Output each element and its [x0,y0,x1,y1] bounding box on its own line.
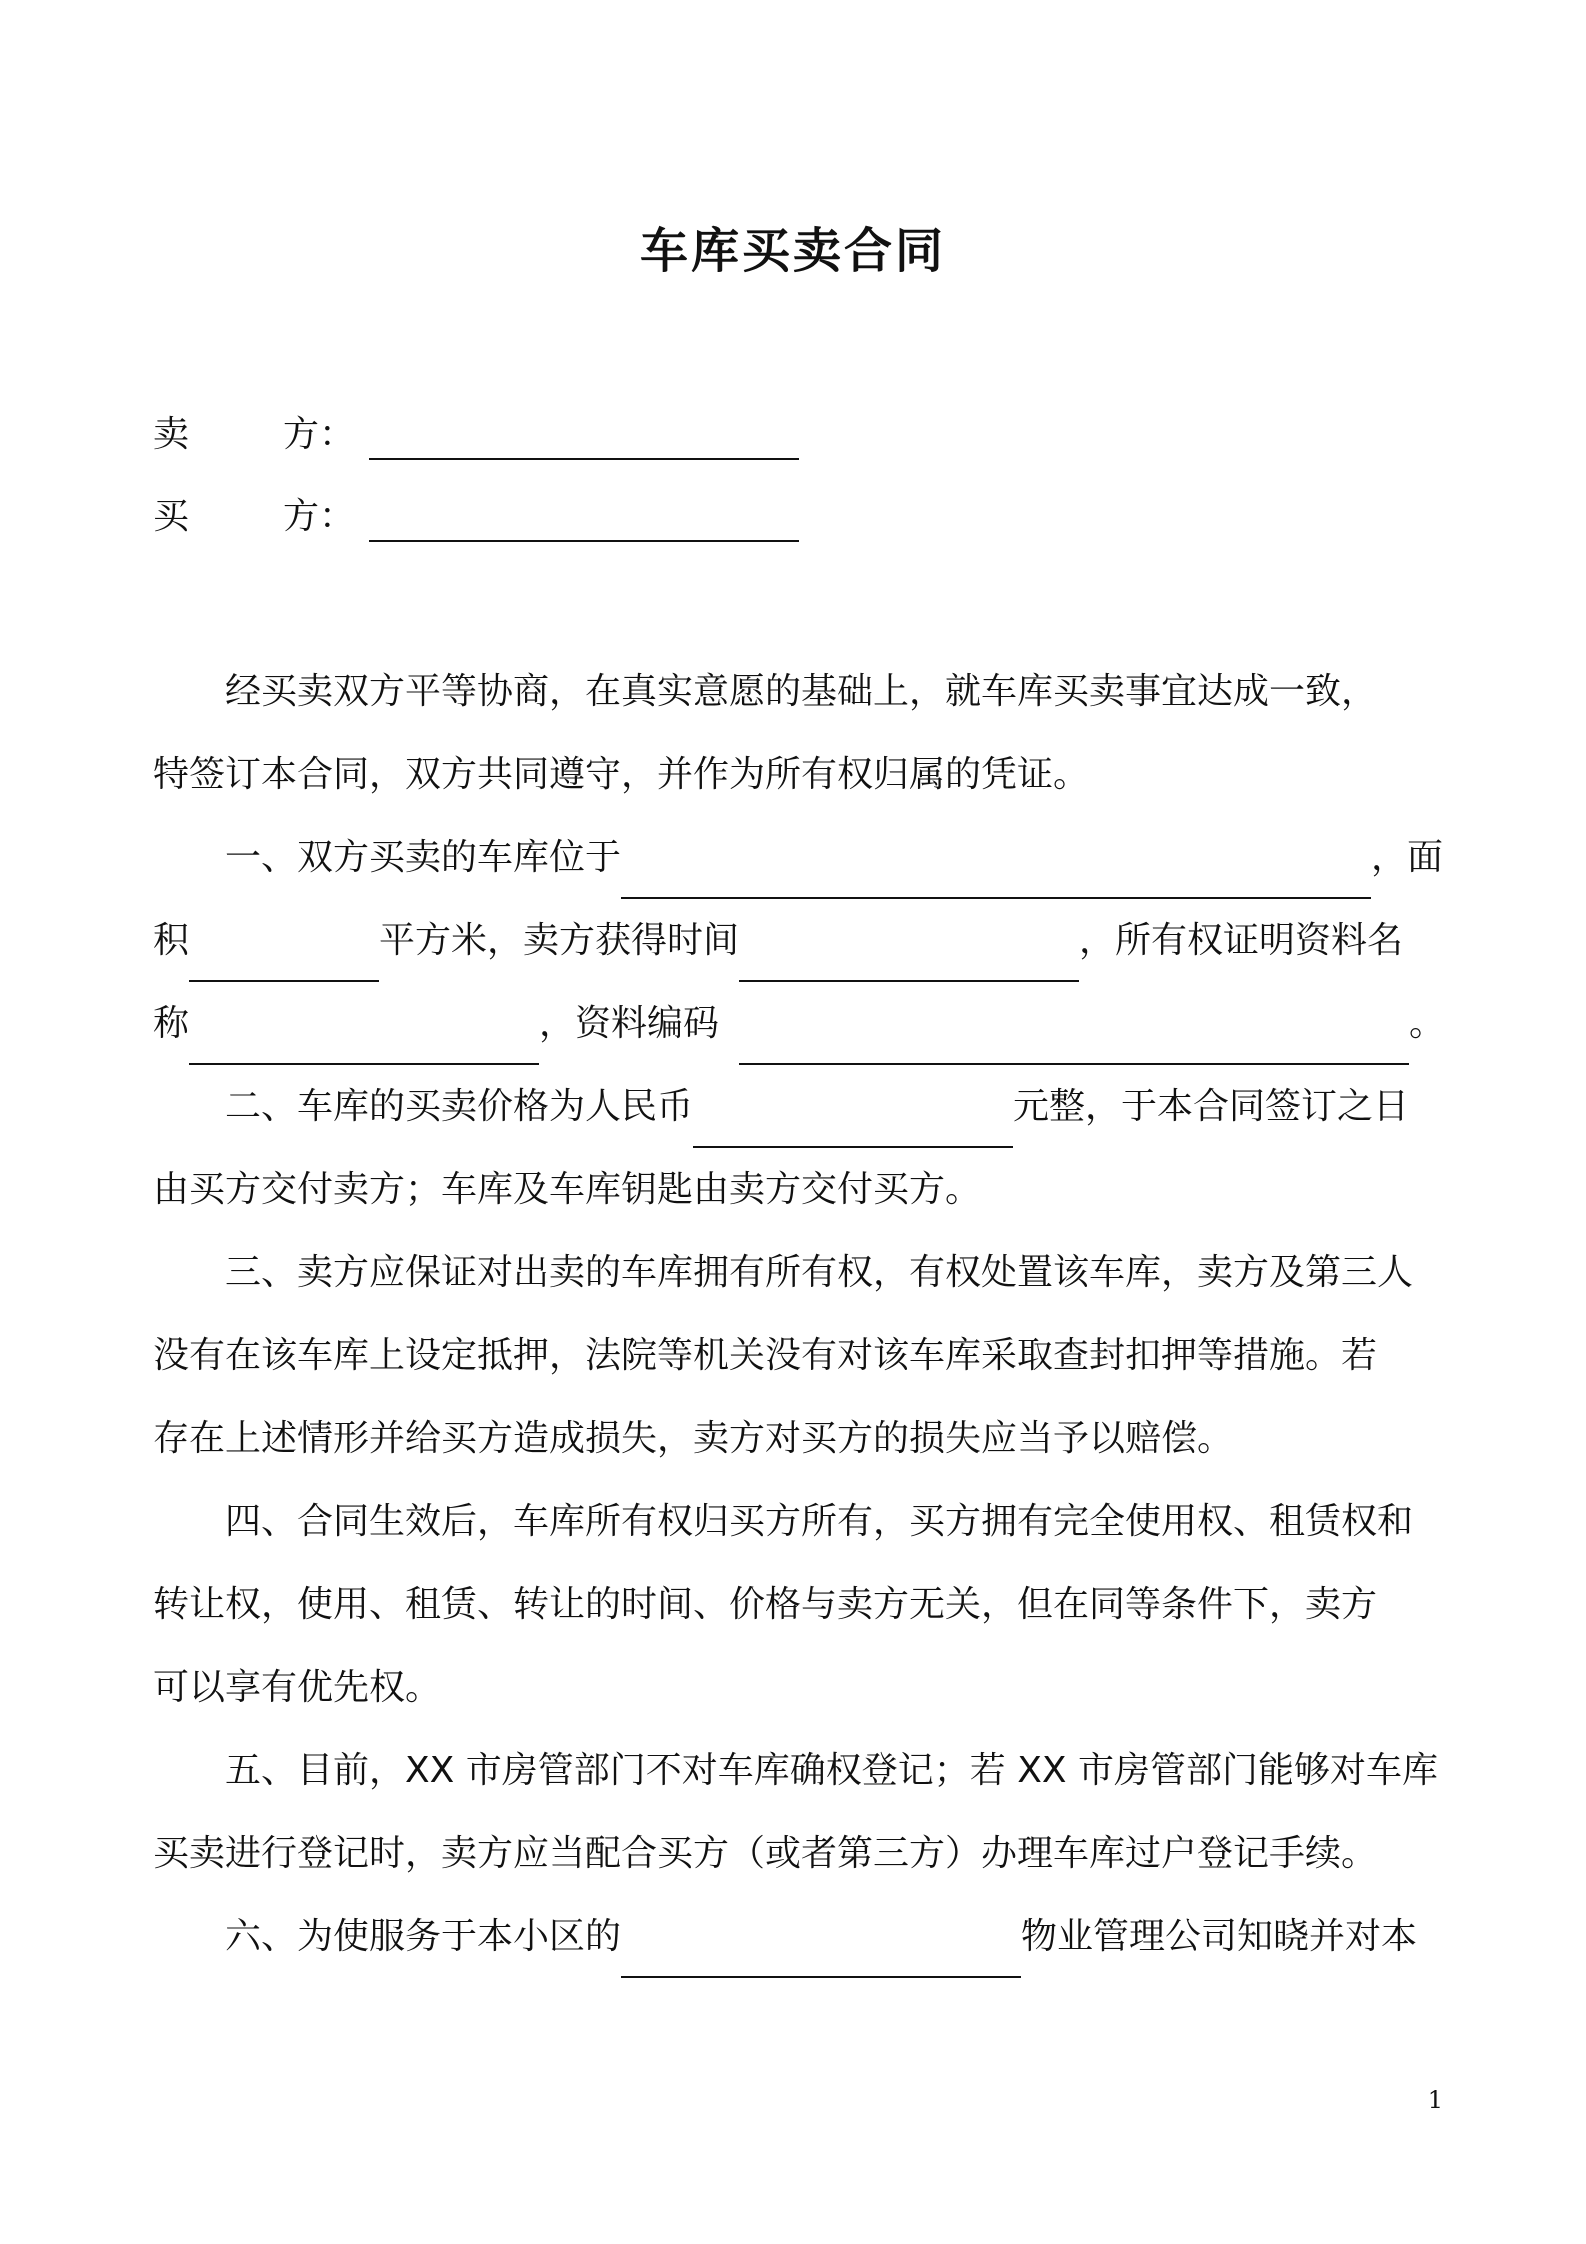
seller-label-char: 卖 [153,414,190,455]
clause-1-text-a: 一、双方买卖的车库位于 [225,837,622,878]
clause-1-text-d: 平方米，卖方获得时间 [379,920,740,961]
buyer-label-char: 买 [153,496,190,537]
clause-1-line-2 [153,899,1443,982]
intro-line-2: 特签订本合同，双方共同遵守，并作为所有权归属的凭证。 [153,754,1090,795]
clause-4-line-2: 转让权，使用、租赁、转让的时间、价格与卖方无关，但在同等条件下，卖方 [153,1584,1378,1625]
clause-1-line-3 [153,982,1446,1065]
clause-1-text-b: ，面 [1371,837,1444,878]
clause-6-text-b: 物业管理公司知晓并对本 [1021,1916,1418,1957]
clause-2-text-a: 二、车库的买卖价格为人民币 [225,1086,694,1127]
clause-2-line-2: 由买方交付卖方；车库及车库钥匙由卖方交付买方。 [153,1169,982,1210]
clause-3-line-2: 没有在该车库上设定抵押，法院等机关没有对该车库采取查封扣押等措施。若 [153,1335,1378,1376]
buyer-name-blank[interactable] [369,500,799,542]
clause-6-line-1 [153,1895,1443,1978]
garage-location-blank[interactable] [621,847,1371,899]
price-blank[interactable] [693,1096,1013,1148]
clause-1-text-f: 称 [153,1003,190,1044]
intro-line-1: 经买卖双方平等协商，在真实意愿的基础上，就车库买卖事宜达成一致， [225,671,1378,712]
seller-name-blank[interactable] [369,418,799,460]
clause-3-line-1: 三、卖方应保证对出卖的车库拥有所有权，有权处置该车库，卖方及第三人 [225,1252,1414,1293]
clause-5-line-1: 五、目前，XX 市房管部门不对车库确权登记；若 XX 市房管部门能够对车库 [225,1750,1438,1791]
document-title: 车库买卖合同 [639,223,946,279]
clause-1-line-1 [153,816,1443,899]
buyer-line [153,492,799,542]
clause-6-text-a: 六、为使服务于本小区的 [225,1916,622,1957]
clause-4-line-3: 可以享有优先权。 [153,1667,442,1708]
seller-label-suffix: 方： [283,414,356,455]
clause-4-line-1: 四、合同生效后，车库所有权归买方所有，买方拥有完全使用权、租赁权和 [225,1501,1414,1542]
certificate-number-blank[interactable] [739,1013,1409,1065]
clause-1-text-c: 积 [153,920,190,961]
clause-1-text-e: ，所有权证明资料名 [1079,920,1404,961]
clause-3-line-3: 存在上述情形并给买方造成损失，卖方对买方的损失应当予以赔偿。 [153,1418,1234,1459]
area-blank[interactable] [189,930,379,982]
clause-1-text-g: ，资料编码 [539,1003,720,1044]
contract-body [153,650,1446,1978]
clause-2-text-b: 元整，于本合同签订之日 [1013,1086,1410,1127]
clause-2-line-1 [153,1065,1443,1148]
property-company-blank[interactable] [621,1926,1021,1978]
page-number: 1 [1427,2086,1443,2114]
certificate-name-blank[interactable] [189,1013,539,1065]
seller-line [153,410,799,460]
acquired-date-blank[interactable] [739,930,1079,982]
clause-5-line-2: 买卖进行登记时，卖方应当配合买方（或者第三方）办理车库过户登记手续。 [153,1833,1378,1874]
clause-1-text-h: 。 [1409,1003,1446,1044]
buyer-label-suffix: 方： [283,496,356,537]
